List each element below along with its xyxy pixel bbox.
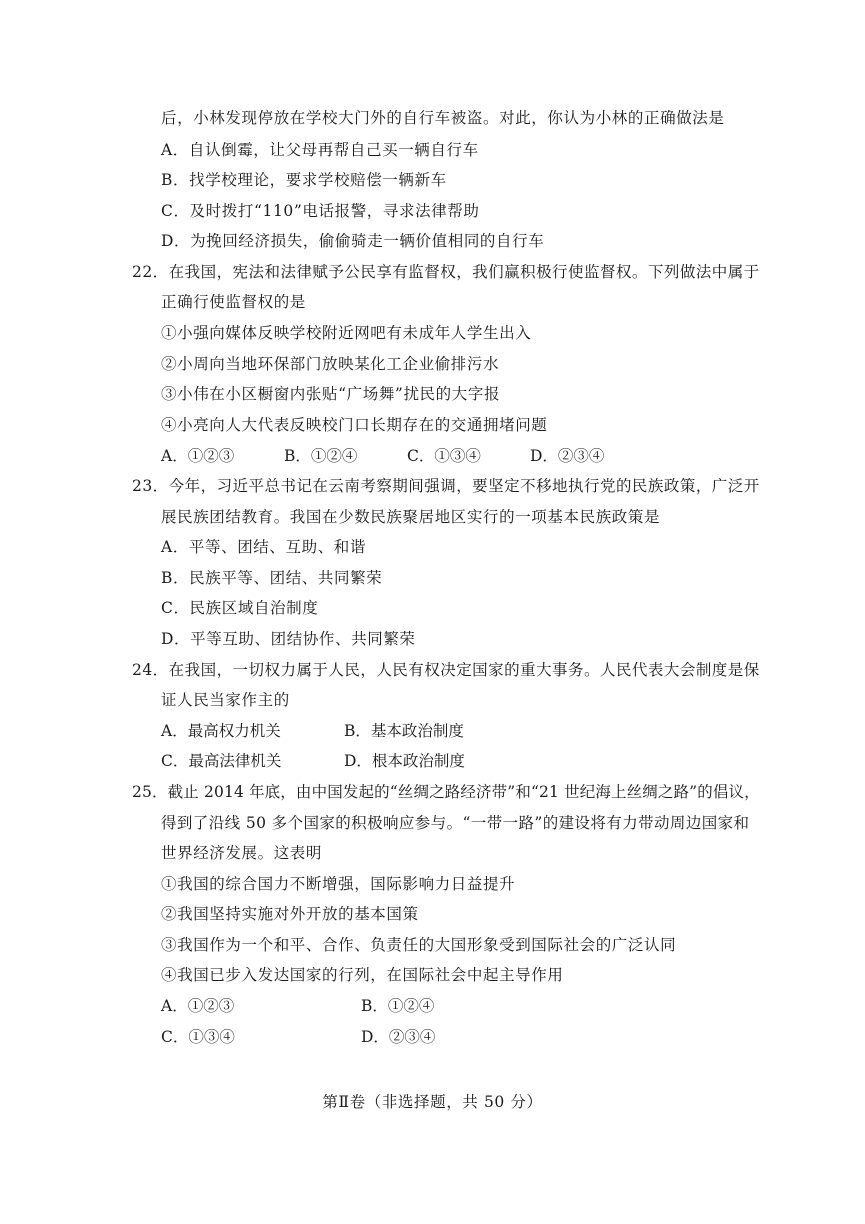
q23-option-a: A．平等、团结、互助、和谐 bbox=[161, 538, 366, 556]
q25-option-d: D．②③④ bbox=[361, 1028, 436, 1046]
q25-stem-line1: 25．截止 2014 年底，由中国发起的“丝绸之路经济带”和“21 世纪海上丝绸之路”的倡议， bbox=[132, 783, 760, 801]
q24-stem-line2: 证人民当家作主的 bbox=[161, 691, 290, 709]
q25-statement-3: ③我国作为一个和平、合作、负责任的大国形象受到国际社会的广泛认同 bbox=[161, 936, 677, 954]
q25-stem-line2: 得到了沿线 50 多个国家的积极响应参与。“一带一路”的建设将有力带动周边国家和 bbox=[161, 814, 750, 832]
q24-option-a: A．最高权力机关 bbox=[161, 722, 281, 740]
q25-option-a: A．①②③ bbox=[161, 997, 235, 1015]
q21-option-d: D．为挽回经济损失，偷偷骑走一辆价值相同的自行车 bbox=[161, 232, 545, 250]
q25-stem-line3: 世界经济发展。这表明 bbox=[161, 844, 323, 862]
q21-option-c: C．及时拨打“110”电话报警，寻求法律帮助 bbox=[161, 202, 480, 220]
q25-statement-1: ①我国的综合国力不断增强，国际影响力日益提升 bbox=[161, 875, 516, 893]
q23-option-b: B．民族平等、团结、共同繁荣 bbox=[161, 569, 383, 587]
q22-option-c: C．①③④ bbox=[407, 447, 481, 465]
q24-option-c: C．最高法律机关 bbox=[161, 752, 282, 770]
q22-statement-4: ④小亮向人大代表反映校门口长期存在的交通拥堵问题 bbox=[161, 416, 548, 434]
q23-stem-line1: 23．今年，习近平总书记在云南考察期间强调，要坚定不移地执行党的民族政策，广泛开 bbox=[132, 477, 760, 495]
q23-option-c: C．民族区域自治制度 bbox=[161, 599, 319, 617]
q24-stem-line1: 24．在我国，一切权力属于人民，人民有权决定国家的重大事务。人民代表大会制度是保 bbox=[132, 661, 760, 679]
section-title: 第Ⅱ卷（非选择题，共 50 分） bbox=[322, 1093, 543, 1111]
q22-option-b: B．①②④ bbox=[284, 447, 358, 465]
q23-option-d: D．平等互助、团结协作、共同繁荣 bbox=[161, 630, 416, 648]
q22-stem-line2: 正确行使监督权的是 bbox=[161, 293, 306, 311]
q25-option-b: B．①②④ bbox=[361, 997, 435, 1015]
q22-statement-1: ①小强向媒体反映学校附近网吧有未成年人学生出入 bbox=[161, 324, 532, 342]
q22-statement-3: ③小伟在小区橱窗内张贴“广场舞”扰民的大字报 bbox=[161, 385, 501, 403]
q22-stem-line1: 22．在我国，宪法和法律赋予公民享有监督权，我们赢积极行使监督权。下列做法中属于 bbox=[132, 263, 760, 281]
q22-option-a: A．①②③ bbox=[161, 447, 235, 465]
q25-option-c: C．①③④ bbox=[161, 1028, 235, 1046]
q24-option-d: D．根本政治制度 bbox=[344, 752, 465, 770]
q21-option-b: B．找学校理论，要求学校赔偿一辆新车 bbox=[161, 171, 447, 189]
q21-stem: 后，小林发现停放在学校大门外的自行车被盗。对此，你认为小林的正确做法是 bbox=[161, 109, 725, 127]
q25-statement-2: ②我国坚持实施对外开放的基本国策 bbox=[161, 905, 419, 923]
q24-option-b: B．基本政治制度 bbox=[344, 722, 464, 740]
q21-option-a: A．自认倒霉，让父母再帮自己买一辆自行车 bbox=[161, 141, 479, 159]
q25-statement-4: ④我国已步入发达国家的行列，在国际社会中起主导作用 bbox=[161, 966, 564, 984]
q22-option-d: D．②③④ bbox=[530, 447, 605, 465]
q22-statement-2: ②小周向当地环保部门放映某化工企业偷排污水 bbox=[161, 355, 500, 373]
q23-stem-line2: 展民族团结教育。我国在少数民族聚居地区实行的一项基本民族政策是 bbox=[161, 508, 661, 526]
